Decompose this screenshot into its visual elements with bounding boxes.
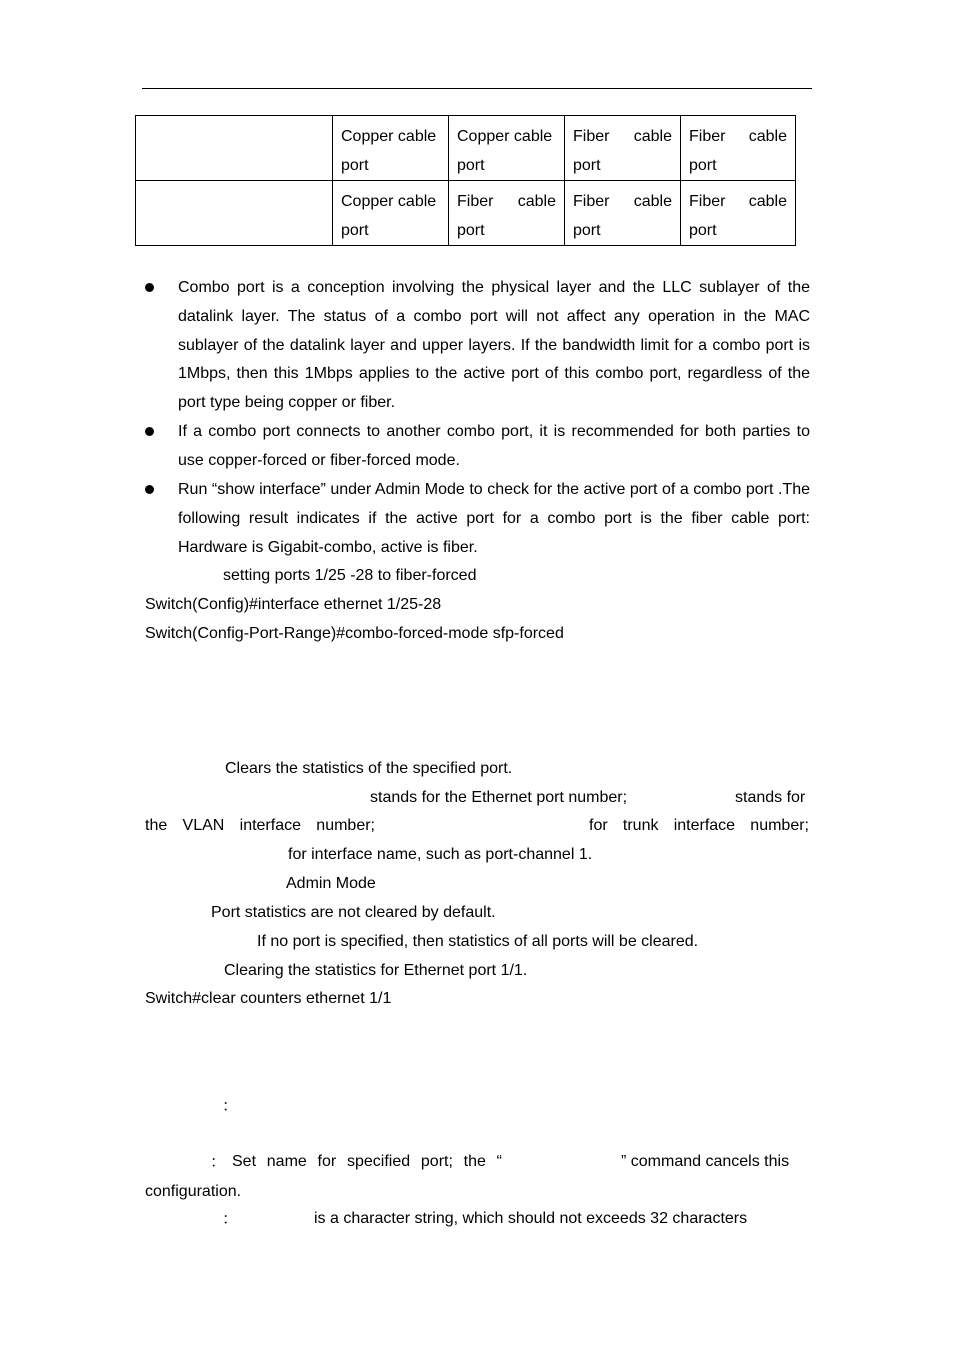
- bullet-text: If a combo port connects to another combo port, it is recommended for both parties to use copper-forced or fiber-forced mode.: [178, 423, 810, 469]
- example-description: Clearing the statistics for Ethernet port 1/1.: [224, 962, 528, 979]
- table-cell: Copper cable port: [333, 181, 449, 246]
- bullet-text: Combo port is a conception involving the physical layer and the LLC sublayer of the datalink layer. The status of a combo port will not affect any operation in the MAC sublayer of the datalink layer and upper layers. If the bandwidth limit for a combo port is 1Mbps, then this 1Mbps applies to the active port of this combo port, regardless of the port type being copper or fiber.: [178, 279, 810, 412]
- function-text: Clears the statistics of the specified port.: [225, 760, 513, 777]
- table-cell: Fiber cable port: [565, 116, 681, 181]
- command-line: Switch#clear counters ethernet 1/1: [145, 990, 392, 1007]
- parameter-text: for trunk interface number;: [589, 817, 809, 834]
- bullet-icon: [145, 485, 154, 494]
- colon: ：: [210, 1154, 227, 1171]
- bullet-text: Run “show interface” under Admin Mode to check for the active port of a combo port .The following result indicates if the active port for a combo port is the fiber cable port: Hardware is Gigabit-combo, active is fiber.: [178, 481, 810, 556]
- parameter-text: stands for the Ethernet port number;: [370, 789, 628, 806]
- parameter-text: is a character string, which should not exceeds 32 characters: [314, 1210, 748, 1227]
- table-cell: Fiber cable port: [681, 181, 796, 246]
- table-row: [136, 116, 796, 181]
- table-cell: Fiber cable port: [681, 116, 796, 181]
- bullet-icon: [145, 427, 154, 436]
- function-text: ” command cancels this: [621, 1153, 790, 1170]
- function-text: configuration.: [145, 1183, 242, 1200]
- colon: ：: [222, 1211, 239, 1228]
- command-mode: Admin Mode: [286, 875, 376, 892]
- table-cell: Fiber cable port: [565, 181, 681, 246]
- usage-text: If no port is specified, then statistics of all ports will be cleared.: [257, 933, 699, 950]
- command-line: Switch(Config)#interface ethernet 1/25-28: [145, 596, 442, 613]
- header-rule: [142, 88, 812, 89]
- table-cell: [136, 181, 333, 246]
- default-text: Port statistics are not cleared by default.: [211, 904, 496, 921]
- combo-port-table: [135, 115, 796, 246]
- colon: ：: [222, 1098, 239, 1115]
- parameter-text: stands for: [735, 789, 806, 806]
- parameter-text: for interface name, such as port-channel 1.: [288, 846, 593, 863]
- table-cell: Fiber cable port: [449, 181, 565, 246]
- table-cell: [136, 116, 333, 181]
- table-cell: Copper cable port: [449, 116, 565, 181]
- example-description: setting ports 1/25 -28 to fiber-forced: [223, 567, 477, 584]
- parameter-text: the VLAN interface number;: [145, 817, 375, 834]
- function-text: Set name for specified port; the “: [232, 1153, 502, 1170]
- bullet-icon: [145, 283, 154, 292]
- table-row: [136, 181, 796, 246]
- command-line: Switch(Config-Port-Range)#combo-forced-mode sfp-forced: [145, 625, 564, 642]
- table-cell: Copper cable port: [333, 116, 449, 181]
